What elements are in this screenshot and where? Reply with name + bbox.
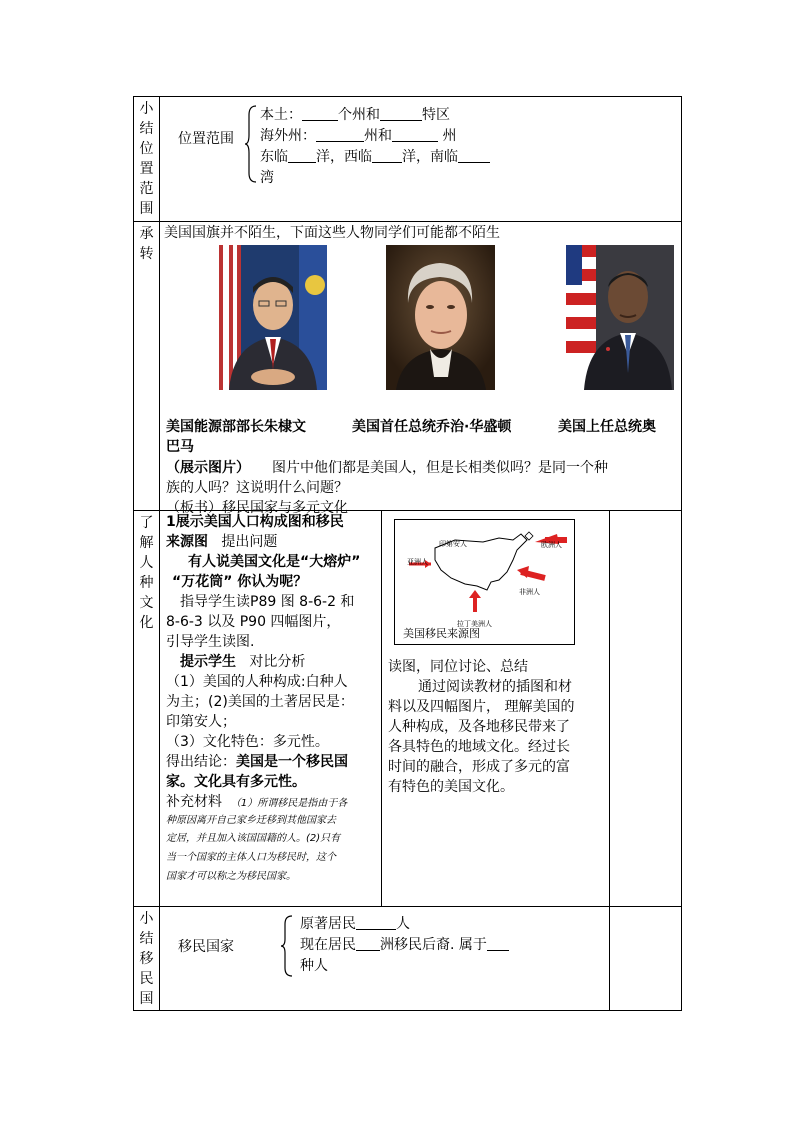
- photo-steven-chu: [219, 245, 327, 390]
- map-label-european: 欧洲人: [541, 541, 562, 549]
- side-label-transition: 承 转: [134, 222, 160, 511]
- location-line-gulf: 湾: [260, 170, 274, 186]
- map-label-asian: 亚洲人: [407, 558, 428, 566]
- question-line-2: 族的人吗？这说明什么问题？: [166, 480, 348, 496]
- caption-obama-wrap: 巴马: [166, 439, 194, 455]
- left-brace-icon: [244, 105, 258, 183]
- transition-intro: 美国国旗并不陌生，下面这些人物同学们可能都不陌生: [164, 225, 500, 241]
- caption-george-washington: 美国首任总统乔治·华盛顿: [352, 419, 512, 435]
- row-understand-culture: [134, 511, 682, 907]
- map-caption: 美国移民来源图: [403, 627, 480, 640]
- photo-george-washington: [386, 245, 495, 390]
- row-summary-immigration: [134, 907, 682, 1011]
- location-range-label: 位置范围: [178, 131, 234, 147]
- side-label-summary-immigration: 小 结 移 民 国: [134, 907, 160, 1011]
- student-activity-cell: 印第安人 亚洲人 欧洲人 非洲人 拉丁美洲人 美国移民来源图 读图，同位讨论、总结 通过阅读教材的插图和材 料以及四幅图片， 理解美国的 人种构成，及各地移民带来了 各具特色的地域文化。经过长 时间的融合，形成了多元的富 有特色的美国文化。: [382, 511, 610, 907]
- notes-cell-row3: [610, 511, 682, 907]
- board-note: （板书）移民国家与多元文化: [166, 500, 348, 516]
- lesson-plan-table: [133, 96, 682, 1011]
- summary-location-content: [160, 97, 682, 222]
- map-label-indigenous: 印第安人: [439, 540, 467, 548]
- caption-steven-chu: 美国能源部部长朱棣文: [166, 419, 306, 435]
- row-transition: [134, 222, 682, 511]
- side-label-summary-location: 小 结 位 置 范 围: [134, 97, 160, 222]
- caption-barack-obama: 美国上任总统奥: [558, 419, 656, 435]
- current-residents-line: 现在居民 洲移民后裔. 属于: [300, 935, 509, 956]
- row-summary-location: [134, 97, 682, 222]
- map-label-african: 非洲人: [519, 588, 540, 596]
- teacher-activity-cell: 1展示美国人口构成图和移民 来源图 提出问题 有人说美国文化是“大熔炉” “万花筒” 你认为呢？ 指导学生读P89 图 8-6-2 和 8-6-3 以及 P90 四幅图片， 引导学生读图. 提示学生 对比分析 （1）美国的人种构成:白种人 为主；(2)美国的土著居民是： 印第安人； （3）文化特色：多元性。 得出结论：美国是一个移民国 家。文化具有多元性。 补充材料 （1）所谓移民是指由于各 种原因离开自己家乡迁移到其他国家去 定居，并且加入该国国籍的人。(2)只有 当一个国家的主体人口为移民时，这个 国家才可以称之为移民国家。: [160, 511, 382, 907]
- location-line-oceans: 东临 洋，西临 洋，南临: [260, 147, 490, 168]
- summary-immigration-content: 移民国家 原著居民 人 现在居民 洲移民后裔. 属于 种人: [160, 907, 610, 1011]
- map-label-latin-american: 拉丁美洲人: [457, 620, 492, 628]
- native-residents-line: 原著居民 人: [300, 916, 410, 932]
- melting-pot-question: 有人说美国文化是“大熔炉”: [188, 554, 361, 570]
- immigrant-country-label: 移民国家: [178, 939, 234, 955]
- notes-cell-row4: [610, 907, 682, 1011]
- kaleidoscope-question: “万花筒” 你认为呢？: [172, 574, 308, 590]
- show-picture-label: （展示图片）: [166, 460, 250, 476]
- transition-content: [160, 222, 682, 516]
- immigration-source-map: [394, 519, 575, 645]
- location-line-mainland: 本土： 个州和 特区: [260, 107, 450, 123]
- step-1-line: 1展示美国人口构成图和移民: [166, 514, 344, 530]
- photo-barack-obama: [566, 245, 674, 390]
- question-line-1: 图片中他们都是美国人，但是长相类似吗？是同一个种: [272, 460, 608, 476]
- side-label-understand-culture: 了 解 人 种 文 化: [134, 511, 160, 907]
- conclusion-line: 家。文化具有多元性。: [166, 774, 306, 790]
- left-brace-icon-2: [280, 915, 294, 977]
- location-line-overseas: 海外州： 州和 州: [260, 128, 457, 144]
